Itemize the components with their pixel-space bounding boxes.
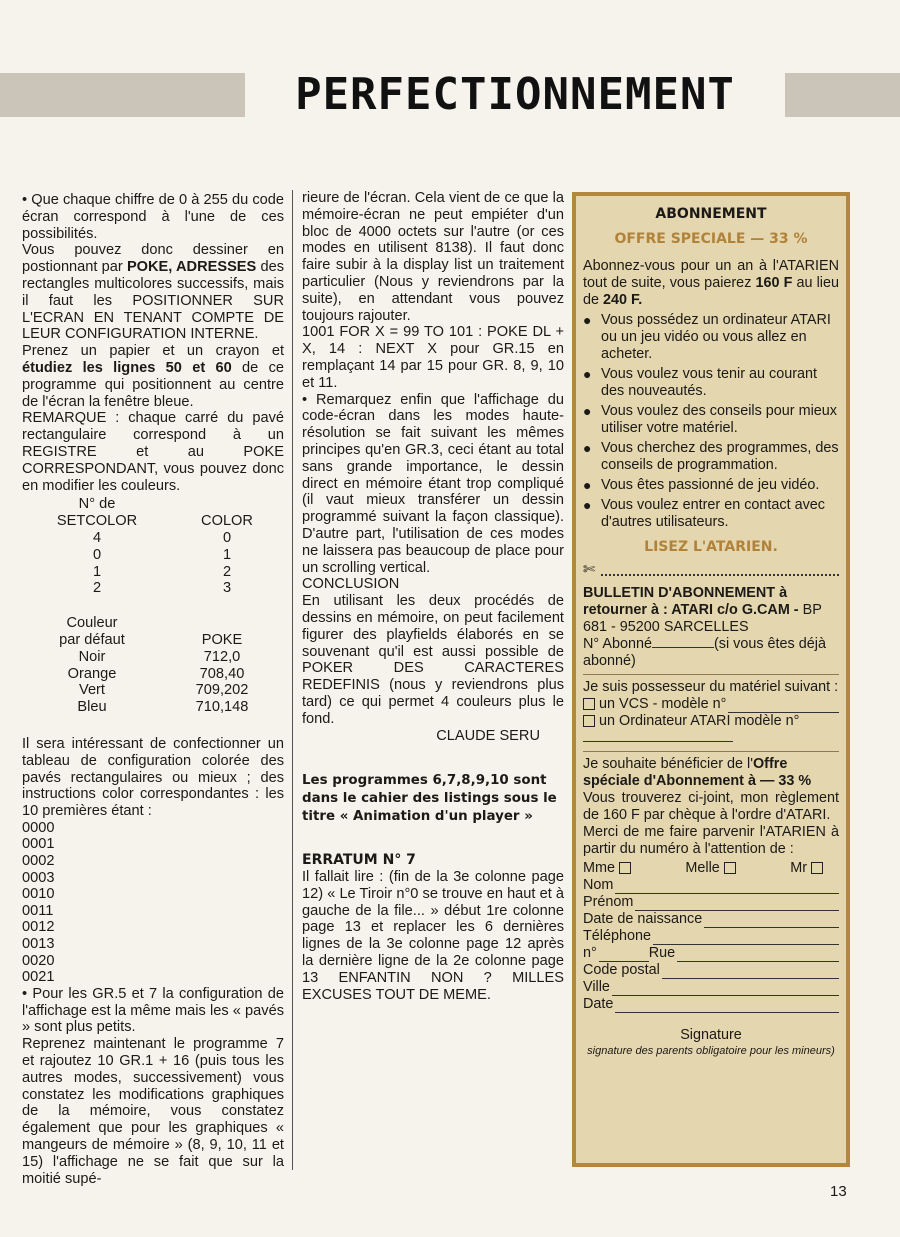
bold-text: étudiez les lignes 50 et 60 [22, 359, 232, 376]
civility-mr[interactable] [790, 860, 823, 877]
table-header: Couleur [66, 615, 118, 632]
paragraph [22, 242, 284, 343]
box-title: ABONNEMENT [655, 206, 767, 222]
field-label: N° Abonné [583, 636, 652, 652]
list-item: 0021 [22, 969, 55, 986]
table-cell: 3 [222, 580, 232, 597]
checkbox[interactable] [619, 862, 631, 874]
bullet-icon: ● [583, 312, 592, 328]
list-item [583, 312, 839, 363]
list-item-text: Vous voulez entrer en contact avec d'autres utilisateurs. [601, 497, 825, 530]
list-item: 0020 [22, 952, 55, 969]
list-item-text: Vous voulez vous tenir au courant des nouveautés. [601, 366, 817, 399]
merci-text: Merci de me faire parvenir l'ATARIEN à partir du numéro à l'attention de : [583, 824, 839, 857]
subscription-box [572, 192, 850, 1167]
paragraph: • Que chaque chiffre de 0 à 255 du code écran correspond à l'une de ces possibilités. [22, 192, 284, 242]
section-heading: CONCLUSION [302, 576, 400, 593]
list-item-text: Vous possédez un ordinateur ATARI ou un jeu vidéo ou vous allez en acheter. [601, 312, 831, 362]
old-price: 240 F. [603, 292, 643, 308]
offer-choice [583, 756, 839, 790]
list-item: 0002 [22, 853, 55, 870]
field-label: Melle [685, 860, 720, 876]
lisez-tagline: LISEZ L'ATARIEN. [644, 539, 778, 555]
table-cell: Vert [79, 682, 105, 699]
cut-line [583, 562, 839, 579]
list-item: 0010 [22, 886, 55, 903]
signature-label: Signature [680, 1027, 742, 1043]
paragraph: rieure de l'écran. Cela vient de ce que la mémoire-écran ne peut empiéter d'un bloc de 4000 octets sur l'autre (or ces modes en utilisent 8138). Il faut donc faire subir à la display list un traitement particulier (Nous y reviendrons par la suite), en attendant vous pouvez toujours rajouter. [302, 190, 564, 324]
checkbox[interactable] [583, 698, 595, 710]
article-column-2 [302, 190, 564, 1003]
ordinateur-field[interactable] [583, 713, 839, 747]
setcolor-table [22, 496, 284, 597]
page-title: PERFECTIONNEMENT [245, 72, 785, 118]
scissors-icon: ✄ [583, 562, 596, 578]
programs-note: Les programmes 6,7,8,9,10 sont dans le cahier des listings sous le titre « Animation d'un player » [302, 773, 557, 825]
list-item: 0003 [22, 869, 55, 886]
list-item [583, 497, 839, 531]
table-cell: Bleu [77, 699, 107, 716]
address-field[interactable]: n° Rue [583, 945, 839, 962]
paragraph: Reprenez maintenant le programme 7 et rajoutez 10 GR.1 + 16 (puis tous les autres modes, successivement) vous constatez les modifications graphiques de la mémoire, vous constatez également que pour les graphiques « mangeurs de mémoire » (8, 9, 10, 11 et 15) l'affichage ne se fait que sur la moitié supé- [22, 1036, 284, 1187]
list-item-text: Vous cherchez des programmes, des conseils de programmation. [601, 440, 839, 473]
phone-field[interactable]: Téléphone [583, 928, 839, 945]
checkbox[interactable] [811, 862, 823, 874]
text: Je souhaite bénéficier de l' [583, 756, 753, 772]
list-item [583, 477, 839, 494]
civility-mme[interactable] [583, 860, 631, 877]
page-number: 13 [830, 1183, 847, 1200]
poke-table [22, 615, 284, 716]
table-cell: Orange [67, 665, 117, 682]
field-label: Mme [583, 860, 615, 876]
text: de ce programme qui positionnent au centre de l'écran la fenêtre bleue. [22, 359, 284, 410]
bullet-icon: ● [583, 403, 592, 419]
civility-row [583, 860, 839, 877]
paragraph: • Remarquez enfin que l'affichage du code-écran dans les modes haute-résolution se fait suivant les mêmes principes qu'en GR.3, ceci étant au total sans grande importance, le dessin direct en mémoire étant trop compliqué (il vaut mieux transférer un dessin programmé suivant la façon classique). D'autre part, l'utilisation de ces modes ne laissera pas beaucoup de place pour un scrolling vertical. [302, 391, 564, 576]
list-item [583, 366, 839, 400]
possesseur-text: Je suis possesseur du matériel suivant : [583, 679, 839, 695]
list-item: 0012 [22, 919, 55, 936]
table-cell: 2 [92, 580, 102, 597]
text: des rectangles multicolores successifs, mais il faut les POSITIONNER SUR L'ECRAN EN TENANT COMPTE DE LEUR CONFIGURATION INTERNE. [22, 259, 284, 343]
field-label: un Ordinateur ATARI modèle n° [599, 713, 800, 729]
column-divider [292, 190, 293, 1170]
paragraph [22, 343, 284, 410]
table-header: par défaut [59, 631, 125, 648]
table-cell: 1 [222, 546, 232, 563]
article-column-1 [22, 192, 284, 1187]
list-item: 0011 [22, 902, 54, 919]
bullet-icon: ● [583, 497, 592, 513]
divider [583, 674, 839, 675]
table-cell: 1 [92, 563, 102, 580]
text: au lieu de [583, 275, 839, 308]
author: CLAUDE SERU [436, 727, 540, 744]
list-item [583, 403, 839, 437]
list-item [583, 440, 839, 474]
paragraph: En utilisant les deux procédés de dessins en mémoire, on peut facilement figurer des playfields élaborés en se souvenant qu'il est aussi possible de POKER DES CARACTERES REDEFINIS (nous y reviendrons plus tard) ce qui permet 4 couleurs plus le fond. [302, 593, 564, 727]
bullet-icon: ● [583, 440, 592, 456]
list-item: 0000 [22, 819, 55, 836]
paragraph: Il fallait lire : (fin de la 3e colonne page 12) « Le Tiroir n°0 se trouve en haut et à gauche de la file... » début 1re colonne page 13 et replacer les 6 dernières lignes de la 3e colonne page 12 après la dernière ligne de la 2e colonne page 13 ENFANTIN NON ? MILLES EXCUSES TOUT DE MEME. [302, 869, 564, 1003]
address: BP 681 - 95200 SARCELLES [583, 602, 822, 635]
table-header: COLOR [201, 513, 253, 530]
table-header: SETCOLOR [56, 513, 138, 530]
table-cell: 2 [222, 563, 232, 580]
bullet-icon: ● [583, 477, 592, 493]
code-list [22, 820, 284, 986]
list-item-text: Vous êtes passionné de jeu vidéo. [601, 477, 820, 493]
bulletin-heading [583, 585, 839, 636]
table-header: POKE [201, 631, 243, 648]
date-field[interactable]: Date [583, 996, 839, 1013]
field-note: (si vous êtes déjà abonné) [583, 636, 826, 669]
reglement-text: Vous trouverez ci-joint, mon règlement de 160 F par chèque à l'ordre d'ATARI. [583, 790, 839, 823]
table-cell: 4 [92, 529, 102, 546]
nom-field[interactable]: Nom [583, 877, 839, 894]
table-header: N° de [78, 496, 116, 513]
abonne-field[interactable] [583, 636, 839, 670]
paragraph: 1001 FOR X = 99 TO 101 : POKE DL + X, 14 : NEXT X pour GR.15 en remplaçant 14 par 15 pour GR. 8, 9, 10 et 11. [302, 324, 564, 391]
list-item: 0013 [22, 936, 55, 953]
paragraph: REMARQUE : chaque carré du pavé rectangulaire correspond à un REGISTRE et au POKE CORRESPONDANT, vous pouvez donc en modifier les couleurs. [22, 410, 284, 494]
city-field[interactable]: Ville [583, 979, 839, 996]
paragraph: • Pour les GR.5 et 7 la configuration de l'affichage est la même mais les « pavés » sont plus petits. [22, 985, 284, 1036]
field-label: un VCS - modèle n° [599, 696, 727, 712]
text: Abonnez-vous pour un an à l'ATARIEN tout de suite, vous paierez [583, 258, 839, 291]
birthdate-field[interactable]: Date de naissance [583, 911, 839, 928]
table-cell: 708,40 [199, 665, 245, 682]
table-cell: 710,148 [195, 699, 249, 716]
table-cell: 712,0 [203, 648, 241, 665]
bold-text: POKE, ADRESSES [126, 259, 257, 276]
paragraph: Il sera intéressant de confectionner un tableau de configuration colorée des pavés rectangulaires ou mieux ; des instructions color correspondantes : les 10 premières étant : [22, 735, 284, 820]
special-offer: OFFRE SPECIALE — 33 % [614, 231, 808, 247]
table-cell: 0 [222, 529, 232, 546]
list-item: 0001 [22, 836, 55, 853]
text: Prenez un papier et un crayon et [22, 343, 284, 360]
list-item-text: Vous voulez des conseils pour mieux utiliser votre matériel. [601, 403, 837, 436]
dotted-rule [601, 566, 839, 576]
table-cell: 709,202 [195, 682, 249, 699]
erratum-heading: ERRATUM N° 7 [302, 852, 416, 869]
field-label: Mr [790, 860, 807, 876]
signature-note: signature des parents obligatoire pour les mineurs) [587, 1045, 835, 1057]
bullet-icon: ● [583, 366, 592, 382]
checkbox[interactable] [724, 862, 736, 874]
table-cell: Noir [78, 648, 106, 665]
divider [583, 751, 839, 752]
postcode-field[interactable]: Code postal [583, 962, 839, 979]
intro-text [583, 258, 839, 309]
price: 160 F [755, 275, 793, 291]
text: Vous pouvez donc dessiner en postionnant par [22, 242, 284, 276]
prenom-field[interactable]: Prénom [583, 894, 839, 911]
bold-text: Offre spéciale d'Abonnement à — 33 % [583, 756, 812, 789]
checkbox[interactable] [583, 715, 595, 727]
vcs-field[interactable] [583, 696, 839, 713]
table-cell: 0 [92, 546, 102, 563]
civility-melle[interactable] [685, 860, 735, 877]
bold-text: BULLETIN D'ABONNEMENT à retourner à : ATARI c/o G.CAM - [583, 585, 799, 618]
